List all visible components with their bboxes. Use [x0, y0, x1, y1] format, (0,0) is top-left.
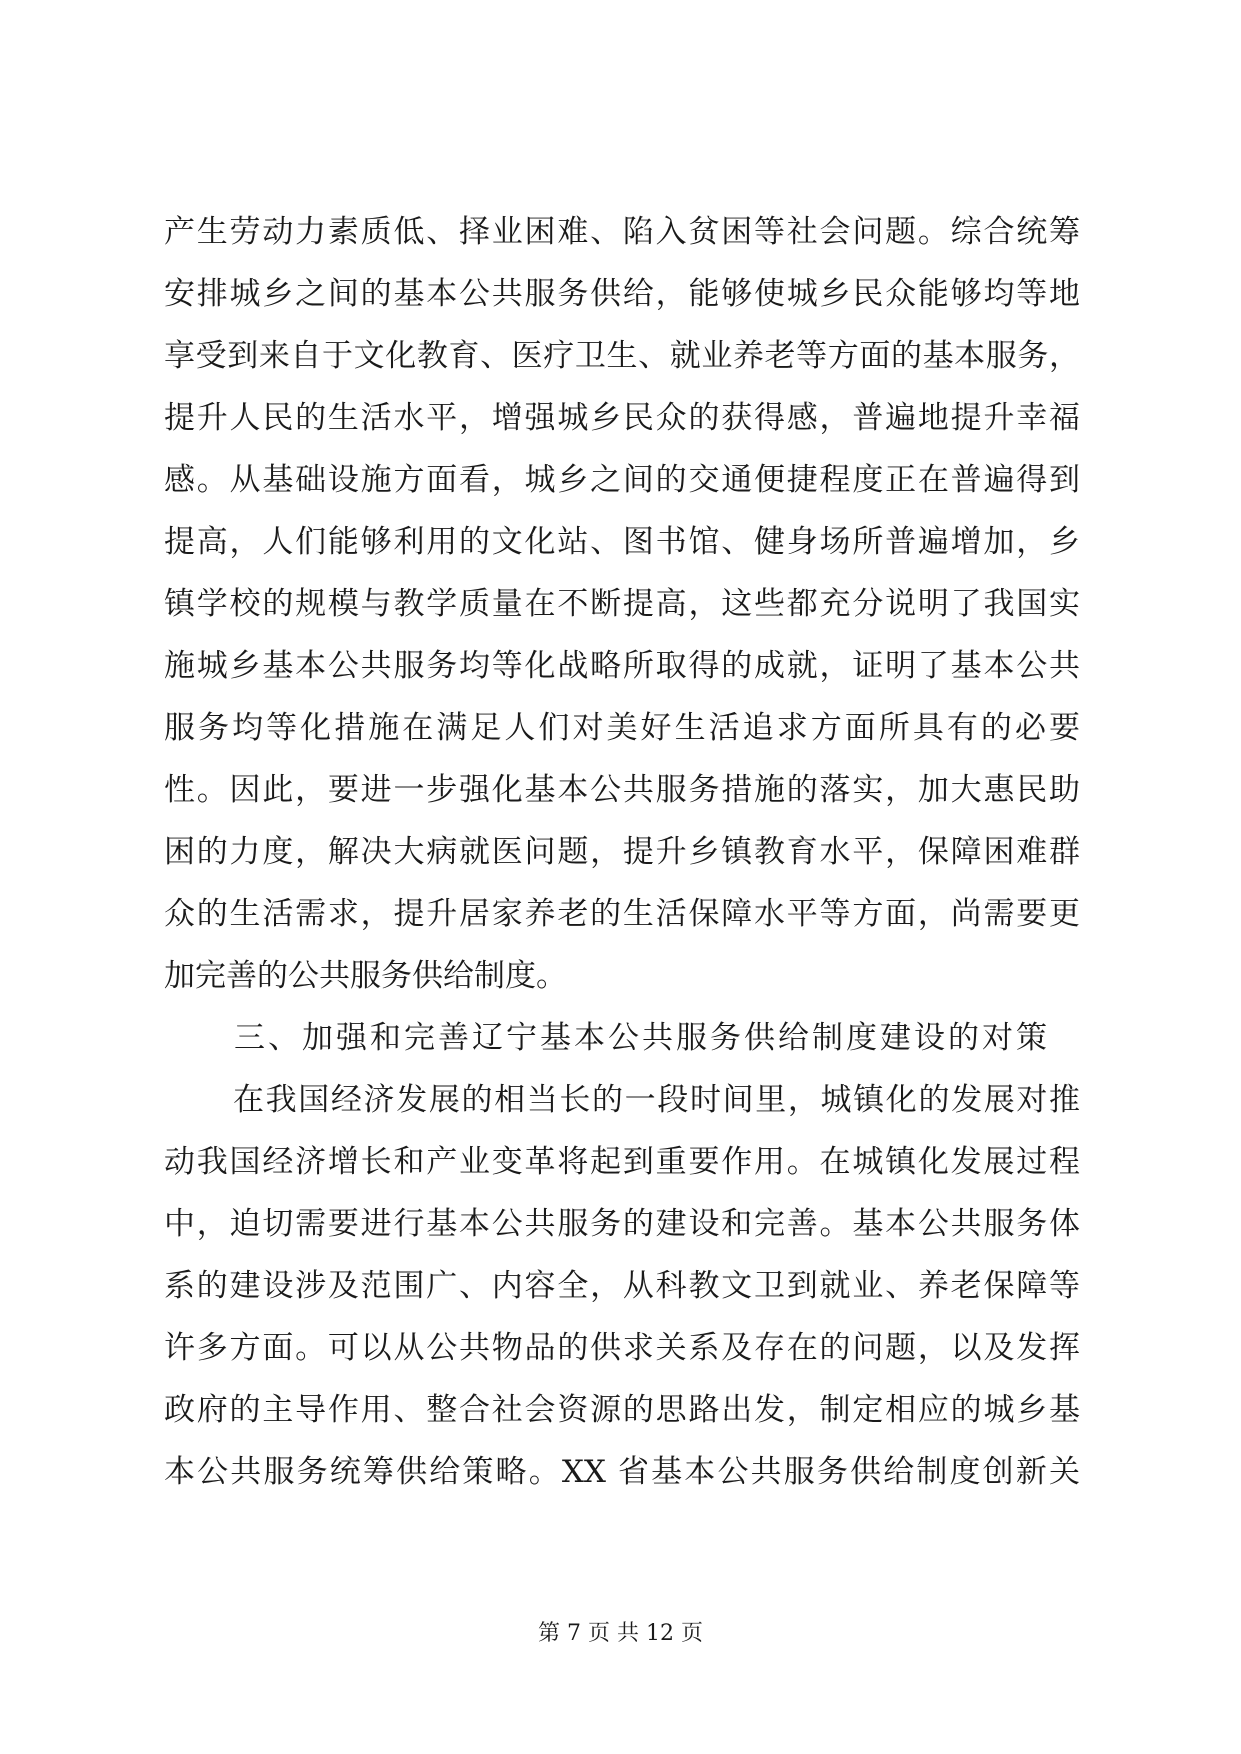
paragraph-line: 本公共服务统筹供给策略。XX 省基本公共服务供给制度创新关	[164, 1454, 1080, 1490]
paragraph-line: 众的生活需求，提升居家养老的生活保障水平等方面，尚需要更	[164, 896, 1080, 932]
paragraph-line: 安排城乡之间的基本公共服务供给，能够使城乡民众能够均等地	[164, 276, 1080, 312]
paragraph-line: 施城乡基本公共服务均等化战略所取得的成就，证明了基本公共	[164, 648, 1080, 684]
paragraph-line: 提高，人们能够利用的文化站、图书馆、健身场所普遍增加，乡	[164, 524, 1080, 560]
paragraph-line: 中，迫切需要进行基本公共服务的建设和完善。基本公共服务体	[164, 1206, 1080, 1242]
paragraph-line: 困的力度，解决大病就医问题，提升乡镇教育水平，保障困难群	[164, 834, 1080, 870]
paragraph-line: 许多方面。可以从公共物品的供求关系及存在的问题，以及发挥	[164, 1330, 1080, 1366]
page-number-footer: 第 7 页 共 12 页	[538, 1621, 703, 1646]
paragraph-line: 系的建设涉及范围广、内容全，从科教文卫到就业、养老保障等	[164, 1268, 1080, 1304]
paragraph-line: 产生劳动力素质低、择业困难、陷入贫困等社会问题。综合统筹	[164, 214, 1080, 250]
section-heading: 三、加强和完善辽宁基本公共服务供给制度建设的对策	[234, 1020, 1050, 1056]
paragraph-line: 服务均等化措施在满足人们对美好生活追求方面所具有的必要	[164, 710, 1080, 746]
paragraph-line: 政府的主导作用、整合社会资源的思路出发，制定相应的城乡基	[164, 1392, 1080, 1428]
paragraph-line: 在我国经济发展的相当长的一段时间里，城镇化的发展对推	[233, 1082, 1080, 1118]
paragraph-line: 提升人民的生活水平，增强城乡民众的获得感，普遍地提升幸福	[164, 400, 1080, 436]
paragraph-line: 性。因此，要进一步强化基本公共服务措施的落实，加大惠民助	[164, 772, 1080, 808]
paragraph-line: 感。从基础设施方面看，城乡之间的交通便捷程度正在普遍得到	[164, 462, 1080, 498]
paragraph-line: 加完善的公共服务供给制度。	[164, 958, 567, 994]
paragraph-line: 动我国经济增长和产业变革将起到重要作用。在城镇化发展过程	[164, 1144, 1080, 1180]
paragraph-line: 镇学校的规模与教学质量在不断提高，这些都充分说明了我国实	[164, 586, 1080, 622]
paragraph-line: 享受到来自于文化教育、医疗卫生、就业养老等方面的基本服务，	[164, 338, 1080, 374]
